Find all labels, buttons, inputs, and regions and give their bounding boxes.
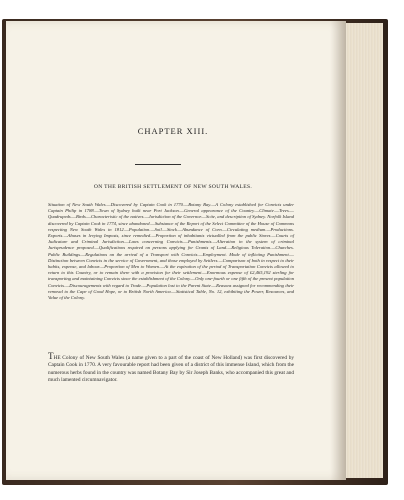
chapter-synopsis: Situation of New South Wales.—Discovered by Captain Cook in 1770.—Botany Bay.—A Colony established for Convicts under Captain Philip in 1788.—Town of Sydney built near Port Jackson.—General appearance of the Country.—Climate.—Trees.—Quadrupeds.—Birds.—Characteristic of the natives.—Jurisdiction of the Governor.—Scite, and description of Sydney. Norfolk Island discovered by Captain Cook in 1774, since abandoned.—Substance of the Report of the Select Committee of the House of Commons respecting New South Wales in 1812.—Population.—Soil.—Stock.—Abundance of Corn.—Circulating medium.—Productions. Exports.—Abuses in levying Imposts, since remedied.—Proportion of inhabitants victualled from the public Stores.—Courts of Judicature and Criminal Jurisdiction.—Laws concerning Convicts.—Punishments.—Alteration in the system of criminal Jurisprudence proposed.—Qualifications required on persons applying for Grants of Land.—Religious Toleration.—Churches. Public Buildings.—Regulations on the arrival of a Transport with Convicts.—Employment. Mode of inflicting Punishment.—Distinction between Convicts in the service of Government, and those employed by Settlers.—Comparison of both in respect to their habits, expense, and labour.—Proportion of Men to Women.—At the expiration of the period of Transportation Convicts allowed to return to this Country, or to remain there with a provision for their settlement.—Enormous expense of £2,465,192 sterling for transporting and maintaining Convicts since the establishment of the Colony.—Only one-fourth or one fifth of the present population Convicts.—Discouragements with regard to Trade.—Population lost to the Parent State.—Reasons assigned for recommending their removal to the Cape of Good Hope, or to British North America.—Statistical Table, No. 12, exhibiting the Power, Resources, and Value of the Colony.: [48, 202, 294, 301]
chapter-rule: [135, 164, 181, 165]
chapter-title: CHAPTER XIII.: [137, 126, 209, 136]
drop-cap: T: [48, 351, 54, 361]
body-text: HE Colony of New South Wales (a name given to a part of the coast of New Holland) was first discovered by Captain Cook in 1770. A very favourable report had been given of a district of this immense Island, which from the numerous herbs found in the country was named Botany Bay by Sir Joseph Banks, who accompanied this great and much lamented circumnavigator.: [48, 355, 294, 384]
body-paragraph: [48, 353, 294, 385]
chapter-heading: ON THE BRITISH SETTLEMENT OF NEW SOUTH WALES.: [93, 184, 253, 190]
page-edges: [344, 23, 383, 478]
page-gutter-shadow: [330, 21, 346, 480]
